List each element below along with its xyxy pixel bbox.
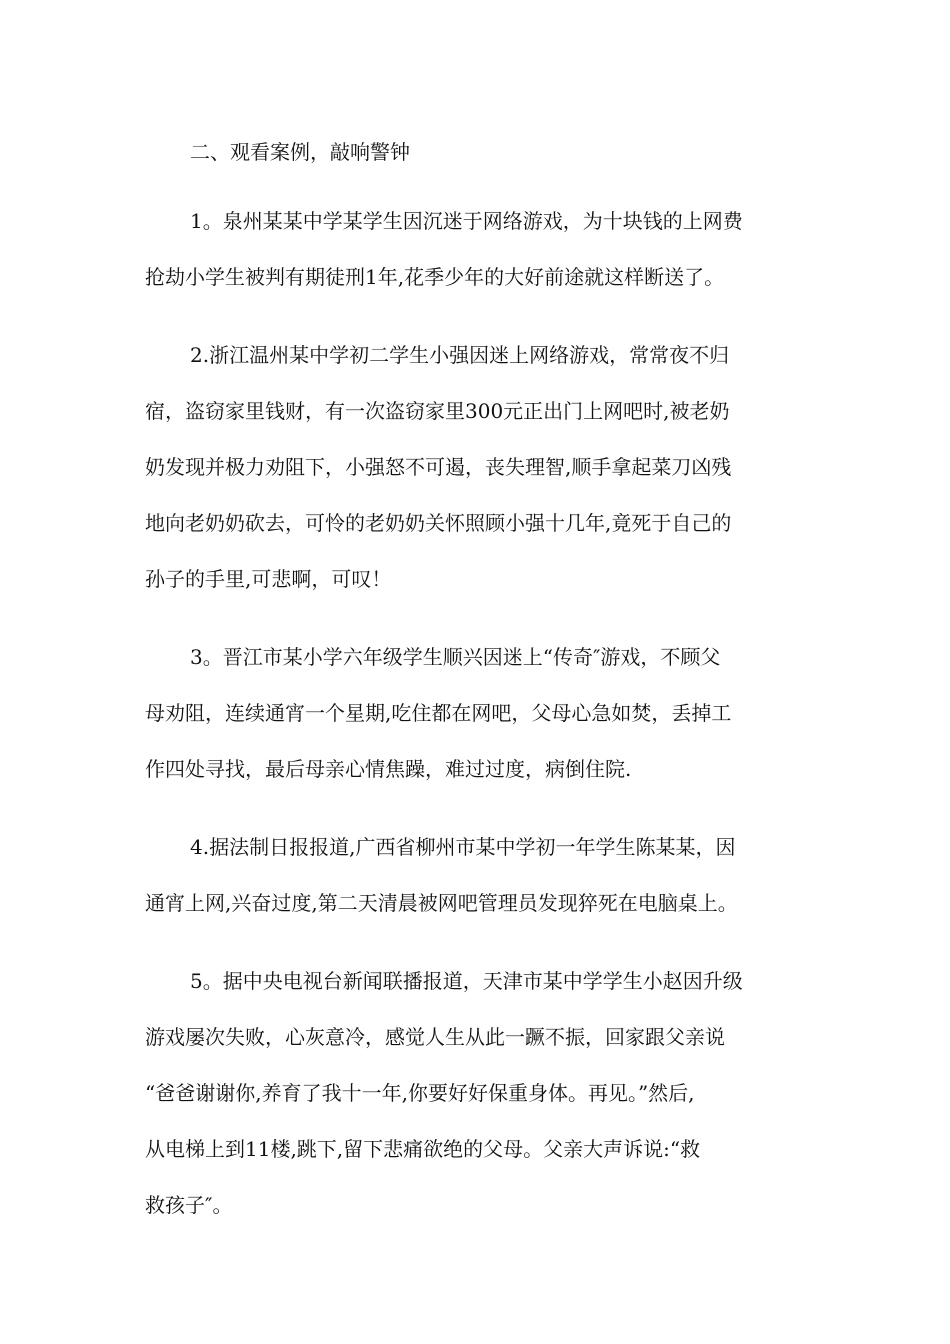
case-paragraph-4: 4.据法制日报报道,广西省柳州市某中学初一年学生陈某某，因 通宵上网,兴奋过度,第二天清晨被网吧管理员发现猝死在电脑桌上。: [145, 835, 738, 915]
case-paragraph-2: 2.浙江温州某中学初二学生小强因迷上网络游戏，常常夜不归 宿，盗窃家里钱财，有一次盗窃家里300元正出门上网吧时,被老奶 奶发现并极力劝阻下，小强怒不可遏，丧失理智,顺手拿起菜刀凶残 地向老奶奶砍去，可怜的老奶奶关怀照顾小强十几年,竟死于自己的 孙子的手里,可悲啊，可叹！: [145, 343, 732, 591]
paragraph-gap: [145, 305, 807, 327]
section-heading: 二、观看案例，敲响警钟: [190, 140, 410, 164]
paragraph-gap: [145, 797, 807, 819]
paragraph-gap: [145, 171, 807, 193]
paragraph-gap: [145, 931, 807, 953]
case-paragraph-1: 1。泉州某某中学某学生因沉迷于网络游戏，为十块钱的上网费 抢劫小学生被判有期徒刑1年,花季少年的大好前途就这样断送了。: [145, 209, 743, 289]
case-paragraph-3: 3。晋江市某小学六年级学生顺兴因迷上“传奇″游戏，不顾父 母劝阻，连续通宵一个星期,吃住都在网吧，父母心急如焚，丢掉工 作四处寻找，最后母亲心情焦躁，难过过度，病倒住院.: [145, 645, 732, 781]
paragraph-gap: [145, 607, 807, 629]
case-paragraph-5: 5。据中央电视台新闻联播报道，天津市某中学学生小赵因升级 游戏屡次失败，心灰意冷，感觉人生从此一蹶不振，回家跟父亲说 “爸爸谢谢你,养育了我十一年,你要好好保重身体。再见。”然后, 从电梯上到11楼,跳下,留下悲痛欲绝的父母。父亲大声诉说:“救 救孩子″。: [145, 969, 743, 1217]
document-body: [145, 133, 807, 1233]
